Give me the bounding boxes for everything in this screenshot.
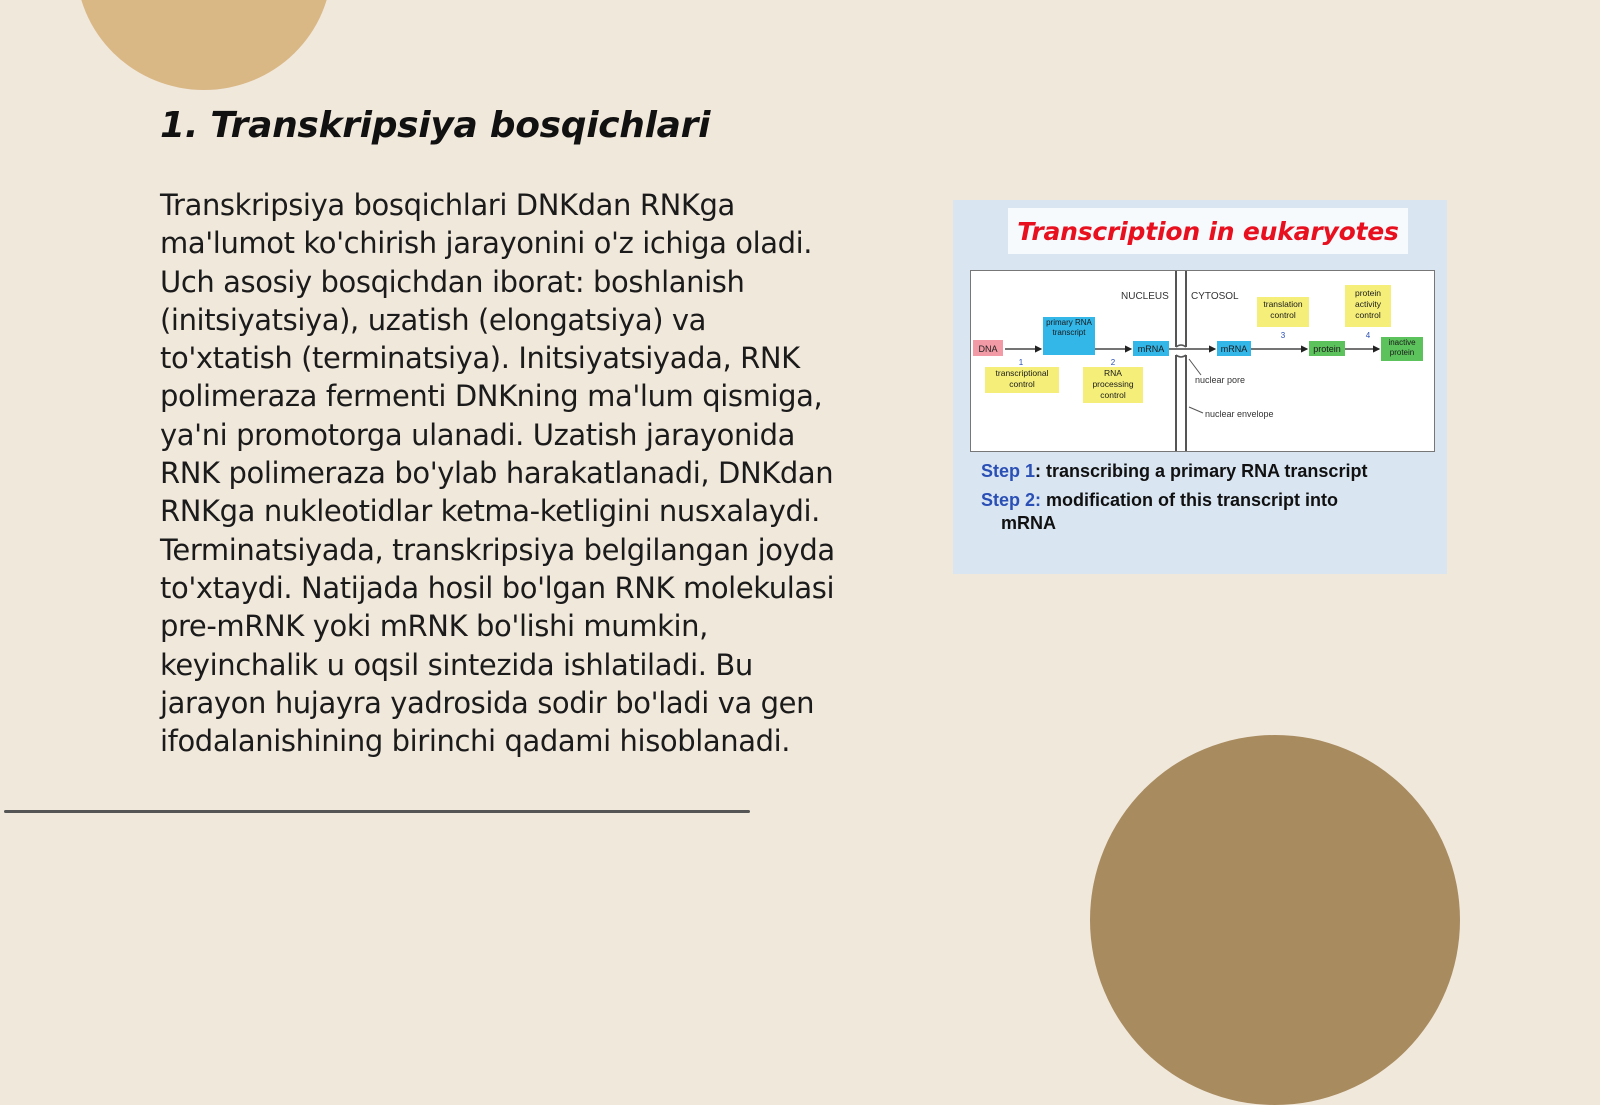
decorative-circle-bottom xyxy=(1090,735,1460,1105)
figure-title: Transcription in eukaryotes xyxy=(1017,216,1399,246)
horizontal-rule xyxy=(4,810,750,813)
label-step-number-2: 2 xyxy=(1110,358,1116,367)
nuclear-pore-curve-top xyxy=(1176,345,1186,347)
slide-title: 1. Transkripsiya bosqichlari xyxy=(160,105,711,146)
nuclear-pore-leader xyxy=(1189,359,1201,375)
label-nucleus: NUCLEUS xyxy=(1121,291,1169,302)
decorative-circle-top xyxy=(76,0,332,90)
step-2-label: Step 2: xyxy=(981,490,1042,510)
step-2-text-continued: mRNA xyxy=(1001,513,1057,533)
label-cytosol: CYTOSOL xyxy=(1191,291,1239,302)
nuclear-pore-curve-bottom xyxy=(1176,355,1186,357)
label-mrna-cytosol: mRNA xyxy=(1220,344,1248,354)
label-nuclear-pore: nuclear pore xyxy=(1195,375,1246,385)
slide-body-text: Transkripsiya bosqichlari DNKdan RNKga ma'lumot ko'chirish jarayonini o'z ichiga oladi. Uch asosiy bosqichdan iborat: boshlanish (initsiyatsiya), uzatish (elongatsiya) va to'xtatish (terminatsiya). Initsiyatsiyada, RNK polimeraza fermenti DNKning ma'lum qismiga, ya'ni promotorga ulanadi. Uzatish jarayonida RNK polimeraza bo'ylab harakatlanadi, DNKdan RNKga nukleotidlar ketma-ketligini nusxalaydi. Terminatsiyada, transkripsiya belgilangan joyda to'xtaydi. Natijada hosil bo'lgan RNK molekulasi pre-mRNK yoki mRNK bo'lishi mumkin, keyinchalik u oqsil sintezida ishlatiladi. Bu jarayon hujayra yadrosida sodir bo'ladi va gen ifodalanishining birinchi qadami hisoblanadi. xyxy=(160,188,835,759)
label-nuclear-envelope: nuclear envelope xyxy=(1205,409,1274,419)
label-inactive-protein: inactive protein xyxy=(1388,338,1416,357)
label-mrna-nuclear: mRNA xyxy=(1137,344,1165,354)
step-1 xyxy=(981,460,1431,483)
label-protein: protein xyxy=(1313,344,1341,354)
label-dna: DNA xyxy=(978,344,998,354)
label-protein-activity-control: protein activity control xyxy=(1355,288,1381,320)
label-transcriptional-control: transcriptional control xyxy=(995,368,1049,389)
diagram-svg xyxy=(971,271,1434,451)
nuclear-envelope-leader xyxy=(1189,407,1203,413)
label-step-number-1: 1 xyxy=(1018,358,1024,367)
transcription-figure xyxy=(953,200,1447,574)
step-1-text: : transcribing a primary RNA transcript xyxy=(1035,461,1368,481)
figure-steps xyxy=(981,460,1431,541)
step-1-label: Step 1 xyxy=(981,461,1036,481)
transcription-diagram xyxy=(970,270,1435,452)
label-primary-transcript: primary RNA transcript xyxy=(1046,318,1092,337)
label-step-number-4: 4 xyxy=(1365,331,1371,340)
figure-title-box xyxy=(1008,208,1408,254)
step-2 xyxy=(981,489,1431,535)
label-rna-processing-control: RNA processing control xyxy=(1092,368,1134,400)
step-2-text: modification of this transcript into xyxy=(1041,490,1339,510)
label-translation-control: translation control xyxy=(1263,299,1303,320)
label-step-number-3: 3 xyxy=(1280,331,1286,340)
